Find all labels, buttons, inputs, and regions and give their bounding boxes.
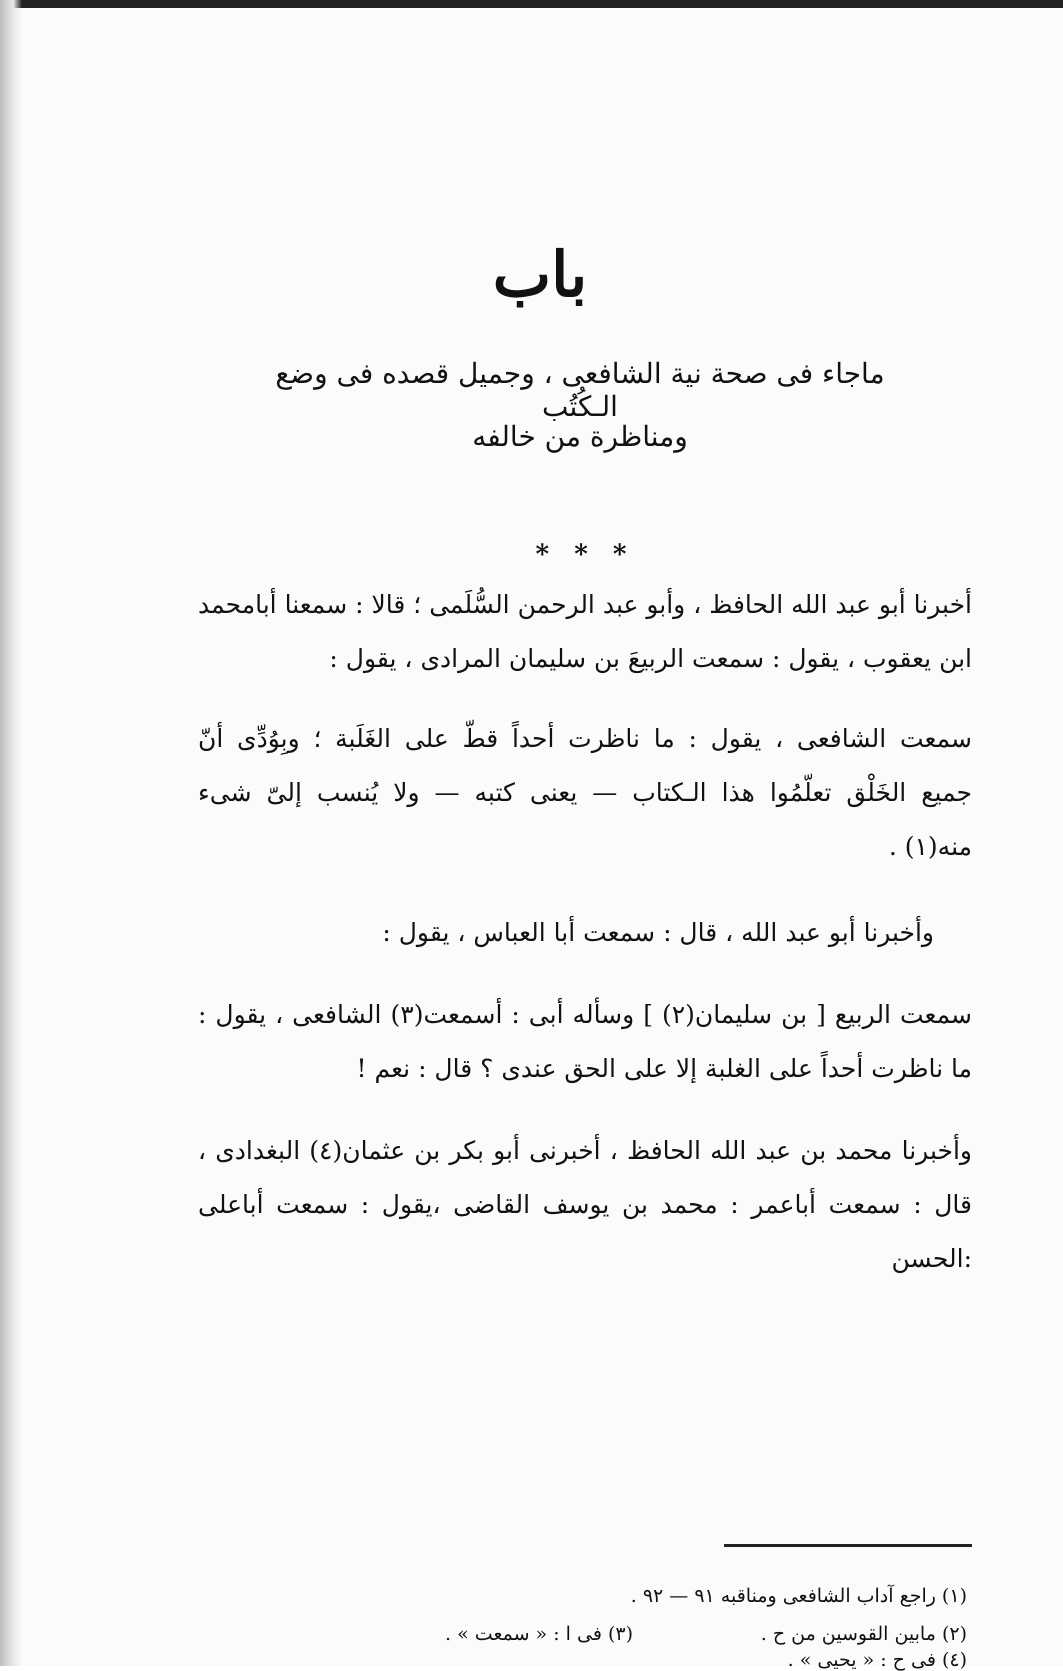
- footnote-4: (٤) فى ح : « يحيى » .: [787, 1649, 967, 1671]
- paragraph-2-line-3: منه(١) .: [888, 832, 972, 861]
- paragraph-3: [198, 906, 972, 960]
- paragraph-2-line-1: سمعت الشافعى ، يقول : ما ناظرت أحداً قطّ على الغَلَبة ؛ وبِوُدِّى أنّ: [198, 724, 972, 753]
- paragraph-2-line-2: جميع الخَلْق تعلّمُوا هذا الـكتاب — يعنى كتبه — ولا يُنسب إلىّ شىء: [198, 778, 972, 807]
- footnote-separator: [724, 1544, 972, 1547]
- chapter-title: باب: [492, 238, 588, 311]
- paragraph-5-line-1: وأخبرنا محمد بن عبد الله الحافظ ، أخبرنى أبو بكر بن عثمان(٤) البغدادى ،: [198, 1136, 972, 1165]
- chapter-subtitle-line2: ومناظرة من خالفه: [472, 420, 688, 453]
- paragraph-5: [198, 1124, 972, 1286]
- paragraph-1: [198, 578, 972, 686]
- paragraph-5-line-2: قال : سمعت أباعمر : محمد بن يوسف القاضى ،يقول : سمعت أباعلى :الحسن: [198, 1190, 972, 1273]
- scan-left-edge: [0, 0, 22, 1666]
- scan-top-edge: [0, 0, 1063, 8]
- chapter-subtitle-line1: ماجاء فى صحة نية الشافعى ، وجميل قصده فى وضع الـكُتُب: [275, 357, 885, 423]
- paragraph-4: [198, 988, 972, 1096]
- paragraph-1-line-1: أخبرنا أبو عبد الله الحافظ ، وأبو عبد الرحمن السُّلَمى ؛ قالا : سمعنا أبامحمد: [198, 590, 972, 619]
- footnote-2: (٢) مابين القوسين من ح .: [760, 1623, 967, 1645]
- paragraph-2: [198, 712, 972, 874]
- paragraph-1-line-2: ابن يعقوب ، يقول : سمعت الربيعَ بن سليمان المرادى ، يقول :: [329, 644, 972, 673]
- footnote-1: (١) راجع آداب الشافعى ومناقبه ٩١ — ٩٢ .: [630, 1585, 967, 1607]
- paragraph-3-line-1: وأخبرنا أبو عبد الله ، قال : سمعت أبا العباس ، يقول :: [382, 918, 934, 947]
- paragraph-4-line-1: سمعت الربيع [ بن سليمان(٢) ] وسأله أبى : أسمعت(٣) الشافعى ، يقول :: [198, 1000, 973, 1029]
- paragraph-4-line-2: ما ناظرت أحداً على الغلبة إلا على الحق عندى ؟ قال : نعم !: [356, 1054, 972, 1083]
- section-separator: * * *: [535, 540, 635, 570]
- footnote-3: (٣) فى ا : « سمعت » .: [445, 1623, 633, 1645]
